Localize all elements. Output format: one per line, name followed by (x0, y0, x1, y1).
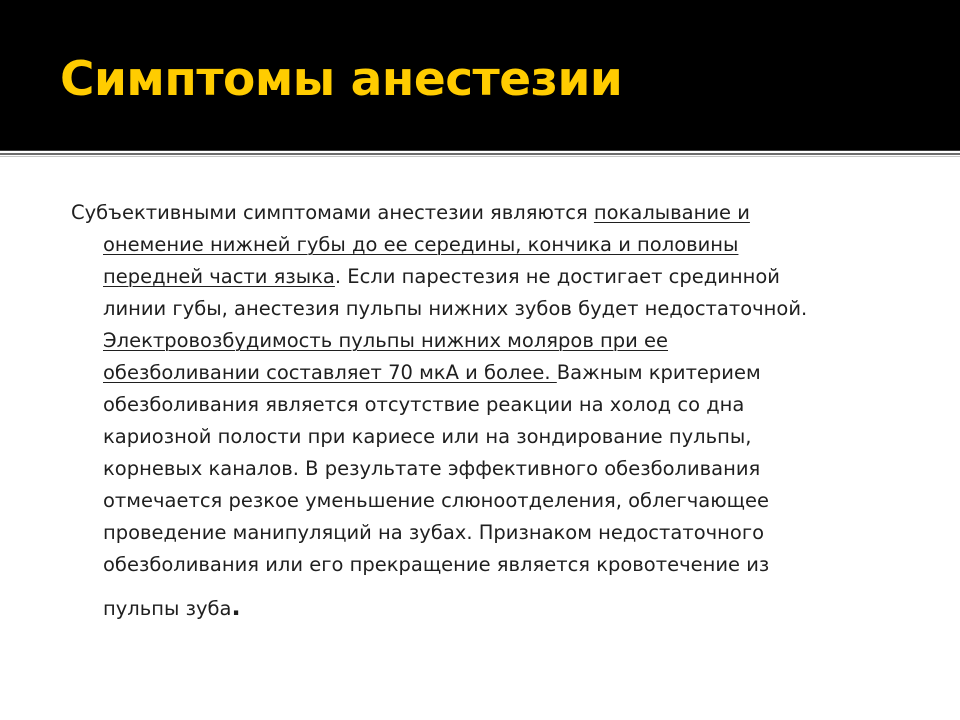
paragraph-line (103, 361, 761, 385)
slide-title: Симптомы анестезии (60, 52, 623, 107)
paragraph-line (71, 201, 750, 225)
underlined-text: Электровозбудимость пульпы нижних моляров при ее (103, 329, 669, 352)
paragraph-line: проведение манипуляций на зубах. Признаком недостаточного (103, 521, 765, 544)
paragraph-line: корневых каналов. В результате эффективного обезболивания (103, 457, 761, 480)
paragraph-line: обезболивания или его прекращение является кровотечение из (103, 553, 770, 576)
text-run: пульпы зуба (103, 597, 232, 620)
paragraph-line (103, 329, 668, 353)
text-run: Субъективными симптомами анестезии являются (71, 201, 594, 224)
underlined-text: обезболивании составляет 70 мкА и более. (103, 361, 557, 384)
underlined-text: передней части языка (103, 265, 335, 288)
underlined-text: покалывание и (593, 201, 750, 224)
underlined-text: онемение нижней губы до ее середины, кончика и половины (103, 233, 739, 256)
text-run: . Если парестезия не достигает срединной (334, 265, 780, 288)
paragraph-line: обезболивания является отсутствие реакции на холод со дна (103, 393, 745, 416)
text-run-period: . (231, 593, 241, 621)
text-run: Важным критерием (556, 361, 761, 384)
paragraph-line (103, 265, 780, 289)
paragraph-line (103, 595, 241, 621)
paragraph-line: линии губы, анестезия пульпы нижних зубов будет недостаточной. (103, 297, 808, 320)
paragraph-line: кариозной полости при кариесе или на зондирование пульпы, (103, 425, 752, 448)
paragraph-line: отмечается резкое уменьшение слюноотделения, облегчающее (103, 489, 770, 512)
paragraph-line (103, 233, 738, 257)
